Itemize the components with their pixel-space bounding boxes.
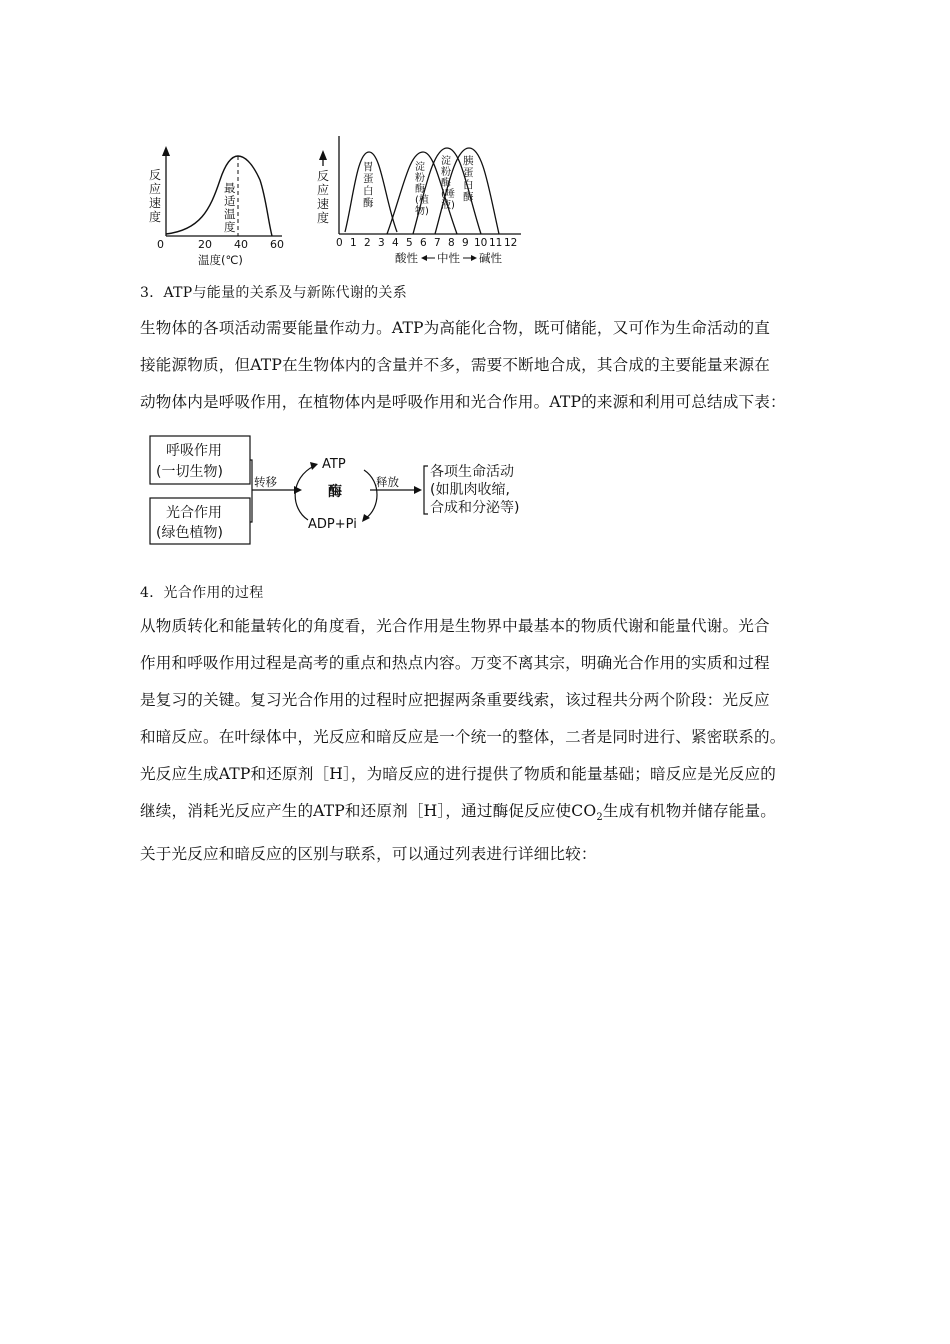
x-tick-label: 40 [234,238,248,251]
section4-line: 是复习的关键。复习光合作用的过程时应把握两条重要线索，该过程共分两个阶段：光反应 [140,691,770,709]
peak-label-2: 适 [224,194,236,208]
label-plant-amylase: 淀粉酶(唾液) [441,156,455,211]
axis-note-neutral: 中性 [437,251,460,265]
axis-note-arrowhead-left [421,255,427,261]
section4-line: 光反应生成ATP和还原剂［H］，为暗反应的进行提供了物质和能量基础；暗反应是光反应的 [140,765,776,783]
activities-line: (如肌肉收缩, [430,482,510,498]
x-tick-label: 7 [434,237,441,249]
section3-heading: 3．ATP与能量的关系及与新陈代谢的关系 [140,285,408,301]
x-tick-label: 20 [198,238,212,251]
y-label-2: 应 [317,183,330,197]
peak-label-1: 最 [224,181,236,195]
y-label-4: 度 [149,210,162,224]
section4-heading: 4．光合作用的过程 [140,585,264,601]
activities-bracket [424,466,428,514]
atp-source-diagram [140,430,560,552]
x-tick-label: 0 [157,238,164,251]
enzyme-label: 酶 [328,484,342,500]
cycle-arrow-top [310,462,318,470]
x-tick-label: 6 [420,237,427,249]
x-axis-label: 温度(℃) [198,253,243,267]
section4-line: 和暗反应。在叶绿体中，光反应和暗反应是一个统一的整体，二者是同时进行、紧密联系的。 [140,728,786,746]
photosynthesis-scope: (绿色植物) [156,525,223,541]
x-tick-label: 8 [448,237,455,249]
section4-line: 从物质转化和能量转化的角度看，光合作用是生物界中最基本的物质代谢和能量代谢。光合 [140,617,770,635]
peak-label-3: 温 [224,207,236,221]
section3-paragraph [140,310,820,421]
axis-note-acid: 酸性 [395,251,418,265]
y-axis-arrow [162,146,170,156]
section4-line: 关于光反应和暗反应的区别与联系，可以通过列表进行详细比较： [140,845,597,864]
photosynthesis-title: 光合作用 [166,505,222,521]
label-trypsin: 胰蛋白酶 [463,155,474,203]
section3-line: 接能源物质，但ATP在生物体内的含量并不多，需要不断地合成，其合成的主要能量来源在 [140,356,771,374]
x-tick-label: 10 [474,237,488,249]
transfer-label: 转移 [254,475,277,489]
temperature-chart [140,140,300,268]
x-tick-label: 11 [489,237,503,249]
y-label-1: 反 [149,168,162,182]
respiration-scope: (一切生物) [156,464,223,480]
x-tick-label: 60 [270,238,284,251]
section3-line: 动物体内是呼吸作用，在植物体内是呼吸作用和光合作用。ATP的来源和利用可总结成下表： [140,393,786,411]
y-label-3: 速 [317,197,330,211]
y-label-2: 应 [149,182,162,196]
section4-paragraph [140,608,820,873]
x-tick-label: 12 [504,237,518,249]
co2-subscript: 2 [596,812,603,824]
x-tick-label: 0 [336,237,343,249]
x-tick-label: 3 [378,237,385,249]
y-label-1: 反 [317,169,330,183]
respiration-title: 呼吸作用 [166,443,222,459]
section4-line [140,793,820,836]
axis-note-arrowhead-right [471,255,477,261]
atp-label: ATP [322,457,346,472]
x-tick-label: 4 [392,237,399,249]
cycle-arc-left [295,466,314,520]
section4-line: 作用和呼吸作用过程是高考的重点和热点内容。万变不离其宗，明确光合作用的实质和过程 [140,654,770,672]
x-tick-label: 2 [364,237,371,249]
adp-label: ADP+Pi [308,517,357,532]
line6-part-b: 生成有机物并储存能量。 [602,802,777,820]
line6-part-a: 继续，消耗光反应产生的ATP和还原剂［H］，通过酶促反应使CO [140,802,597,820]
label-pepsin: 胃蛋白酶 [363,161,374,209]
x-tick-label: 9 [462,237,469,249]
x-ticks [336,237,517,249]
temperature-curve [166,156,272,236]
axis-note-alkaline: 碱性 [479,251,502,265]
x-tick-label: 5 [406,237,413,249]
ph-chart [305,130,535,268]
label-salivary-amylase: 淀粉酶(植物) [415,162,429,217]
activities-line: 各项生命活动 [430,464,514,480]
y-label-3: 速 [149,196,162,210]
x-tick-label: 1 [350,237,357,249]
section3-line: 生物体的各项活动需要能量作动力。ATP为高能化合物，既可储能，又可作为生命活动的直 [140,319,771,337]
release-arrowhead [414,486,422,494]
activities-line: 合成和分泌等) [430,500,520,516]
peak-label-4: 度 [224,220,236,234]
release-label: 释放 [376,475,399,489]
y-label-4: 度 [317,211,330,225]
